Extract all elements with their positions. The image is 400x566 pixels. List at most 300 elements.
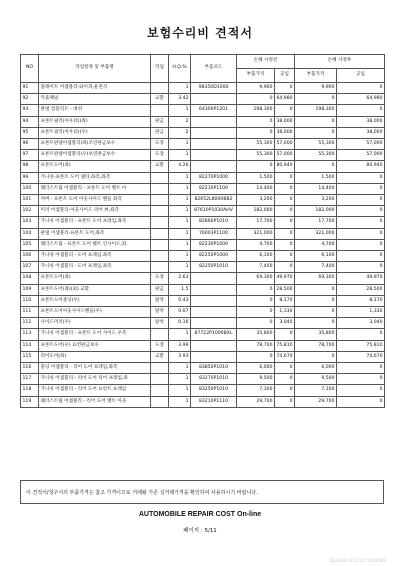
row-work bbox=[151, 374, 169, 385]
row-item-name: 미러 어셈블리-아웃사이드 리어 뷰,좌측 bbox=[39, 206, 151, 217]
row-before-labor: 38,000 bbox=[275, 116, 295, 127]
row-part-code: 82860P1010 bbox=[191, 217, 237, 228]
table-row bbox=[21, 396, 385, 407]
row-part-code: 98350D1000 bbox=[191, 83, 237, 94]
row-work: 도장 bbox=[151, 273, 169, 284]
row-item-name: 웨더스트립 - 프론트 도어 벨트 인사이드,좌 bbox=[39, 239, 151, 250]
row-before-parts: 9,900 bbox=[237, 83, 275, 94]
row-after-parts: 55,300 bbox=[295, 150, 337, 161]
row-after-parts: 0 bbox=[295, 284, 337, 295]
table-row bbox=[21, 150, 385, 161]
row-before-parts: 182,000 bbox=[237, 206, 275, 217]
row-item-name: 플래이트 어셈블리-와이퍼,운전석 bbox=[39, 83, 151, 94]
row-after-labor: 0 bbox=[337, 239, 385, 250]
row-part-code bbox=[191, 307, 237, 318]
table-row bbox=[21, 295, 385, 306]
row-after-parts: 0 bbox=[295, 161, 337, 172]
row-no: 91 bbox=[21, 83, 39, 94]
row-after-parts: 69,300 bbox=[295, 273, 337, 284]
row-item-name: 프론트도어아웃사이드핸들(우) bbox=[39, 307, 151, 318]
row-item-name: 가니쉬 어셈블리 - 리어 도어 리어 프레임,좌 bbox=[39, 374, 151, 385]
row-no: 107 bbox=[21, 262, 39, 273]
row-before-parts: 69,300 bbox=[237, 273, 275, 284]
row-after-parts: 0 bbox=[295, 127, 337, 138]
header-after-labor: 공임 bbox=[337, 69, 385, 83]
document-title: 보험수리비 견적서 bbox=[147, 26, 253, 40]
header-after-group: 손해 사정후 bbox=[295, 55, 385, 69]
row-after-labor: 0 bbox=[337, 195, 385, 206]
row-hq: 0.16 bbox=[169, 318, 191, 329]
row-item-name: 프론트판넬어셈블리(우)보연판금보수 bbox=[39, 150, 151, 161]
row-after-parts: 7,400 bbox=[295, 262, 337, 273]
row-hq: 1 bbox=[169, 195, 191, 206]
row-no: 112 bbox=[21, 318, 39, 329]
row-part-code: 82250P1010 bbox=[191, 262, 237, 273]
row-no: 94 bbox=[21, 116, 39, 127]
row-part-code: 82230P1000 bbox=[191, 239, 237, 250]
row-part-code bbox=[191, 127, 237, 138]
row-before-parts: 0 bbox=[237, 318, 275, 329]
row-before-parts: 17,700 bbox=[237, 217, 275, 228]
row-item-name: 가니쉬 어셈블리 - 도어 프레임,좌측 bbox=[39, 262, 151, 273]
row-after-labor: 0 bbox=[337, 363, 385, 374]
row-after-parts: 4,700 bbox=[295, 239, 337, 250]
row-after-parts: 321,000 bbox=[295, 228, 337, 239]
table-row bbox=[21, 172, 385, 183]
row-hq: 3.42 bbox=[169, 94, 191, 105]
row-item-name: 가니쉬-프론트 도어 델타,좌측,좌측 bbox=[39, 172, 151, 183]
row-item-name: 프론트판넬어셈블리(좌)조연판금보수 bbox=[39, 139, 151, 150]
row-hq: 2.63 bbox=[169, 273, 191, 284]
row-no: 110 bbox=[21, 295, 39, 306]
row-work bbox=[151, 83, 169, 94]
row-after-parts: 9,900 bbox=[295, 83, 337, 94]
row-hq: 1 bbox=[169, 139, 191, 150]
row-after-parts: 0 bbox=[295, 295, 337, 306]
row-after-labor: 28,500 bbox=[337, 284, 385, 295]
print-timestamp: 2024-02-14 11:07:10 00703 bbox=[329, 558, 386, 563]
row-hq: 1 bbox=[169, 150, 191, 161]
row-no: 100 bbox=[21, 183, 39, 194]
row-before-labor: 57,000 bbox=[275, 150, 295, 161]
row-no: 95 bbox=[21, 127, 39, 138]
row-part-code: 87610P1030AHV bbox=[191, 206, 237, 217]
header-before-group: 손해 사정전 bbox=[237, 55, 295, 69]
row-no: 93 bbox=[21, 105, 39, 116]
row-hq: 1 bbox=[169, 105, 191, 116]
row-no: 102 bbox=[21, 206, 39, 217]
table-row bbox=[21, 183, 385, 194]
row-no: 108 bbox=[21, 273, 39, 284]
row-after-parts: 3,200 bbox=[295, 195, 337, 206]
row-before-parts: 7,100 bbox=[237, 385, 275, 396]
row-item-name: 판넬 컴플리트 - 대쉬 bbox=[39, 105, 151, 116]
row-after-labor: 38,000 bbox=[337, 116, 385, 127]
row-part-code bbox=[191, 150, 237, 161]
row-after-parts: 55,300 bbox=[295, 139, 337, 150]
row-part-code: 82210P1100 bbox=[191, 183, 237, 194]
row-before-parts: 55,300 bbox=[237, 139, 275, 150]
row-no: 115 bbox=[21, 351, 39, 362]
row-work: 판금 bbox=[151, 116, 169, 127]
table-row bbox=[21, 228, 385, 239]
row-before-labor: 64,980 bbox=[275, 94, 295, 105]
row-before-labor: 8,170 bbox=[275, 295, 295, 306]
row-hq: 3.93 bbox=[169, 351, 191, 362]
row-before-labor: 28,500 bbox=[275, 284, 295, 295]
row-after-labor: 0 bbox=[337, 228, 385, 239]
table-row bbox=[21, 139, 385, 150]
row-part-code bbox=[191, 161, 237, 172]
row-after-labor: 0 bbox=[337, 83, 385, 94]
row-before-parts: 6,000 bbox=[237, 363, 275, 374]
row-hq: 1 bbox=[169, 329, 191, 340]
row-part-code bbox=[191, 273, 237, 284]
row-before-labor: 0 bbox=[275, 183, 295, 194]
row-item-name: 가니쉬 어셈블리 - 리어 도어 프런트 프레임 bbox=[39, 385, 151, 396]
row-before-parts: 0 bbox=[237, 116, 275, 127]
row-part-code: 82652L8000BB2 bbox=[191, 195, 237, 206]
row-after-labor: 0 bbox=[337, 206, 385, 217]
header-before-parts: 부품가격 bbox=[237, 69, 275, 83]
table-row bbox=[21, 127, 385, 138]
row-before-labor: 0 bbox=[275, 105, 295, 116]
row-work: 도장 bbox=[151, 139, 169, 150]
row-after-parts: 14,400 bbox=[295, 183, 337, 194]
row-work bbox=[151, 172, 169, 183]
row-item-name: 가니쉬 어셈블리 - 프론트 도어 프레임,좌측 bbox=[39, 217, 151, 228]
table-row bbox=[21, 318, 385, 329]
row-after-labor: 57,000 bbox=[337, 139, 385, 150]
table-row bbox=[21, 273, 385, 284]
row-work bbox=[151, 385, 169, 396]
row-no: 119 bbox=[21, 396, 39, 407]
row-hq: 1 bbox=[169, 228, 191, 239]
table-row bbox=[21, 385, 385, 396]
row-before-labor: 0 bbox=[275, 363, 295, 374]
header-hq: H.Q.% bbox=[169, 55, 191, 83]
row-item-name: 판넬 어셈블리-프론트 도어,좌측 bbox=[39, 228, 151, 239]
row-part-code: 83270P1010 bbox=[191, 374, 237, 385]
row-before-labor: 57,000 bbox=[275, 139, 295, 150]
row-after-labor: 80,940 bbox=[337, 161, 385, 172]
row-before-parts: 0 bbox=[237, 295, 275, 306]
row-work bbox=[151, 105, 169, 116]
row-before-labor: 0 bbox=[275, 374, 295, 385]
row-after-labor: 75,810 bbox=[337, 340, 385, 351]
table-row bbox=[21, 94, 385, 105]
row-item-name: 프론트도어(좌) bbox=[39, 161, 151, 172]
row-before-parts: 14,400 bbox=[237, 183, 275, 194]
row-hq: 1 bbox=[169, 217, 191, 228]
row-work: 탈착 bbox=[151, 295, 169, 306]
row-before-parts: 55,300 bbox=[237, 150, 275, 161]
row-before-labor: 0 bbox=[275, 217, 295, 228]
row-before-labor: 0 bbox=[275, 385, 295, 396]
row-hq: 2 bbox=[169, 127, 191, 138]
row-before-parts: 1,500 bbox=[237, 172, 275, 183]
row-after-parts: 6,100 bbox=[295, 251, 337, 262]
row-hq: 1 bbox=[169, 251, 191, 262]
row-no: 92 bbox=[21, 94, 39, 105]
row-work bbox=[151, 329, 169, 340]
row-hq: 1 bbox=[169, 262, 191, 273]
row-before-labor: 74,670 bbox=[275, 351, 295, 362]
row-item-name: 프론트도어(좌) bbox=[39, 273, 151, 284]
row-no: 117 bbox=[21, 374, 39, 385]
table-row bbox=[21, 284, 385, 295]
row-part-code: 82250P1000 bbox=[191, 251, 237, 262]
row-work: 탈착 bbox=[151, 307, 169, 318]
row-hq: 1 bbox=[169, 239, 191, 250]
row-before-parts: 0 bbox=[237, 127, 275, 138]
row-part-code bbox=[191, 351, 237, 362]
header-name: 작업항목 및 부품명 bbox=[39, 55, 151, 83]
row-work: 탈착 bbox=[151, 318, 169, 329]
table-header bbox=[21, 55, 385, 83]
row-no: 103 bbox=[21, 217, 39, 228]
row-before-parts: 198,300 bbox=[237, 105, 275, 116]
row-no: 116 bbox=[21, 363, 39, 374]
row-before-parts: 0 bbox=[237, 351, 275, 362]
row-after-parts: 0 bbox=[295, 94, 337, 105]
row-after-parts: 0 bbox=[295, 318, 337, 329]
table-row bbox=[21, 239, 385, 250]
row-before-parts: 0 bbox=[237, 161, 275, 172]
row-item-name: 프론트필러(아우터)(좌) bbox=[39, 116, 151, 127]
row-after-parts: 6,000 bbox=[295, 363, 337, 374]
table-row bbox=[21, 307, 385, 318]
row-before-parts: 0 bbox=[237, 284, 275, 295]
row-before-labor: 3,040 bbox=[275, 318, 295, 329]
row-before-labor: 0 bbox=[275, 195, 295, 206]
table-row bbox=[21, 363, 385, 374]
row-after-parts: 198,300 bbox=[295, 105, 337, 116]
row-work bbox=[151, 206, 169, 217]
row-before-labor: 38,000 bbox=[275, 127, 295, 138]
row-no: 106 bbox=[21, 251, 39, 262]
row-no: 98 bbox=[21, 161, 39, 172]
row-hq: 1 bbox=[169, 83, 191, 94]
row-work bbox=[151, 239, 169, 250]
row-before-parts: 321,000 bbox=[237, 228, 275, 239]
page-number: 페이지 : 5/11 bbox=[183, 528, 217, 534]
table-row bbox=[21, 251, 385, 262]
table-row bbox=[21, 351, 385, 362]
row-after-parts: 182,000 bbox=[295, 206, 337, 217]
row-work: 판금 bbox=[151, 284, 169, 295]
row-after-labor: 49,970 bbox=[337, 273, 385, 284]
row-part-code bbox=[191, 318, 237, 329]
table-row bbox=[21, 195, 385, 206]
row-no: 114 bbox=[21, 340, 39, 351]
row-hq: 1.5 bbox=[169, 284, 191, 295]
row-item-name: 웨더스트립 어셈블리 - 프론트 도어 벨트 아 bbox=[39, 183, 151, 194]
row-part-code bbox=[191, 340, 237, 351]
header-work: 작업 bbox=[151, 55, 169, 83]
row-after-labor: 64,980 bbox=[337, 94, 385, 105]
row-before-parts: 4,700 bbox=[237, 239, 275, 250]
row-after-parts: 1,500 bbox=[295, 172, 337, 183]
row-after-parts: 9,500 bbox=[295, 374, 337, 385]
row-no: 105 bbox=[21, 239, 39, 250]
row-work bbox=[151, 228, 169, 239]
row-after-parts: 78,700 bbox=[295, 340, 337, 351]
row-hq: 1 bbox=[169, 396, 191, 407]
row-item-name: 카울패널 bbox=[39, 94, 151, 105]
row-before-parts: 35,800 bbox=[237, 329, 275, 340]
row-after-labor: 0 bbox=[337, 329, 385, 340]
row-before-labor: 0 bbox=[275, 329, 295, 340]
row-work: 교환 bbox=[151, 161, 169, 172]
row-item-name: 가니쉬 어셈블리 - 도어 프레임,좌측 bbox=[39, 251, 151, 262]
header-after-parts: 부품가격 bbox=[295, 69, 337, 83]
row-before-parts: 0 bbox=[237, 94, 275, 105]
table-row bbox=[21, 217, 385, 228]
row-hq: 3.99 bbox=[169, 340, 191, 351]
table-row bbox=[21, 83, 385, 94]
row-part-code bbox=[191, 139, 237, 150]
row-item-name: 프론트도어(우) 표면판금보수 bbox=[39, 340, 151, 351]
row-work bbox=[151, 396, 169, 407]
row-after-labor: 38,000 bbox=[337, 127, 385, 138]
row-part-code: 82270P1000 bbox=[191, 172, 237, 183]
row-after-labor: 0 bbox=[337, 183, 385, 194]
row-hq: 0.43 bbox=[169, 295, 191, 306]
row-before-labor: 0 bbox=[275, 396, 295, 407]
row-before-labor: 80,940 bbox=[275, 161, 295, 172]
row-hq: 2 bbox=[169, 116, 191, 127]
header-no: NO bbox=[21, 55, 39, 83]
row-item-name: 웨더스트립 어셈블리 - 리어 도어 벨트 아웃 bbox=[39, 396, 151, 407]
row-after-labor: 0 bbox=[337, 251, 385, 262]
footer-title: AUTOMOBILE REPAIR COST On-line bbox=[138, 511, 262, 518]
row-hq: 1 bbox=[169, 363, 191, 374]
row-before-parts: 7,400 bbox=[237, 262, 275, 273]
row-item-name: 커버 - 프론트 도어 아웃사이드 핸들 좌측 bbox=[39, 195, 151, 206]
table-row bbox=[21, 262, 385, 273]
row-work: 교환 bbox=[151, 94, 169, 105]
row-after-parts: 29,700 bbox=[295, 396, 337, 407]
row-work bbox=[151, 217, 169, 228]
row-hq: 1 bbox=[169, 183, 191, 194]
row-after-parts: 0 bbox=[295, 351, 337, 362]
row-before-labor: 49,970 bbox=[275, 273, 295, 284]
row-part-code: 83210P1110 bbox=[191, 396, 237, 407]
row-after-parts: 7,100 bbox=[295, 385, 337, 396]
row-after-labor: 0 bbox=[337, 374, 385, 385]
estimate-table bbox=[20, 54, 385, 408]
row-no: 109 bbox=[21, 284, 39, 295]
row-after-labor: 0 bbox=[337, 172, 385, 183]
row-after-labor: 0 bbox=[337, 105, 385, 116]
row-item-name: 프론트도어(좌)(외) 교환 bbox=[39, 284, 151, 295]
row-part-code bbox=[191, 116, 237, 127]
row-before-labor: 75,810 bbox=[275, 340, 295, 351]
row-item-name: 프론트필러(아우터)(우) bbox=[39, 127, 151, 138]
row-no: 99 bbox=[21, 172, 39, 183]
row-before-labor: 0 bbox=[275, 228, 295, 239]
row-part-code: 76003P1100 bbox=[191, 228, 237, 239]
row-before-parts: 3,200 bbox=[237, 195, 275, 206]
row-work: 도장 bbox=[151, 340, 169, 351]
row-hq: 1 bbox=[169, 385, 191, 396]
row-item-name: 사이드미러(우) bbox=[39, 318, 151, 329]
table-row bbox=[21, 206, 385, 217]
row-before-labor: 0 bbox=[275, 239, 295, 250]
row-hq: 0.07 bbox=[169, 307, 191, 318]
row-after-labor: 0 bbox=[337, 262, 385, 273]
row-work bbox=[151, 195, 169, 206]
table-row bbox=[21, 116, 385, 127]
row-before-parts: 9,500 bbox=[237, 374, 275, 385]
row-no: 97 bbox=[21, 150, 39, 161]
row-before-parts: 0 bbox=[237, 307, 275, 318]
row-hq: 1 bbox=[169, 206, 191, 217]
row-work: 판금 bbox=[151, 127, 169, 138]
header-code: 부품코드 bbox=[191, 55, 237, 83]
row-work: 교환 bbox=[151, 351, 169, 362]
row-before-parts: 29,700 bbox=[237, 396, 275, 407]
row-after-labor: 3,040 bbox=[337, 318, 385, 329]
row-after-labor: 1,330 bbox=[337, 307, 385, 318]
table-row bbox=[21, 340, 385, 351]
table-row bbox=[21, 329, 385, 340]
row-hq: 1 bbox=[169, 374, 191, 385]
row-no: 111 bbox=[21, 307, 39, 318]
row-item-name: 프론트도어몰딩(우) bbox=[39, 295, 151, 306]
table-row bbox=[21, 105, 385, 116]
row-before-labor: 0 bbox=[275, 172, 295, 183]
row-work bbox=[151, 363, 169, 374]
row-after-labor: 57,000 bbox=[337, 150, 385, 161]
row-hq: 4.26 bbox=[169, 161, 191, 172]
row-no: 101 bbox=[21, 195, 39, 206]
row-work bbox=[151, 251, 169, 262]
row-before-parts: 6,100 bbox=[237, 251, 275, 262]
row-before-labor: 0 bbox=[275, 206, 295, 217]
table-body bbox=[21, 83, 385, 408]
row-no: 113 bbox=[21, 329, 39, 340]
disclaimer-note: 이 견적서/청구서의 부품가격은 참고 가격이므로 거래될 가존 실거래가격을 확인하여 사용하시기 바랍니다. bbox=[20, 480, 384, 504]
row-before-labor: 0 bbox=[275, 83, 295, 94]
row-after-labor: 8,170 bbox=[337, 295, 385, 306]
table-row bbox=[21, 161, 385, 172]
row-before-labor: 1,330 bbox=[275, 307, 295, 318]
row-after-labor: 74,670 bbox=[337, 351, 385, 362]
row-no: 104 bbox=[21, 228, 39, 239]
row-item-name: 가니쉬 어셈블리 - 프론트 도어 사이드 우측 bbox=[39, 329, 151, 340]
row-no: 96 bbox=[21, 139, 39, 150]
row-after-parts: 0 bbox=[295, 307, 337, 318]
row-no: 118 bbox=[21, 385, 39, 396]
row-work bbox=[151, 183, 169, 194]
row-after-labor: 0 bbox=[337, 385, 385, 396]
row-hq: 1 bbox=[169, 172, 191, 183]
row-part-code: 83250P1010 bbox=[191, 385, 237, 396]
row-part-code bbox=[191, 94, 237, 105]
row-after-labor: 0 bbox=[337, 396, 385, 407]
header-before-labor: 공임 bbox=[275, 69, 295, 83]
row-after-parts: 0 bbox=[295, 116, 337, 127]
row-after-parts: 35,800 bbox=[295, 329, 337, 340]
row-item-name: 리어도어(좌) bbox=[39, 351, 151, 362]
row-before-parts: 78,700 bbox=[237, 340, 275, 351]
row-part-code bbox=[191, 295, 237, 306]
row-after-labor: 0 bbox=[337, 217, 385, 228]
row-before-labor: 0 bbox=[275, 251, 295, 262]
row-part-code: 64300P1201 bbox=[191, 105, 237, 116]
